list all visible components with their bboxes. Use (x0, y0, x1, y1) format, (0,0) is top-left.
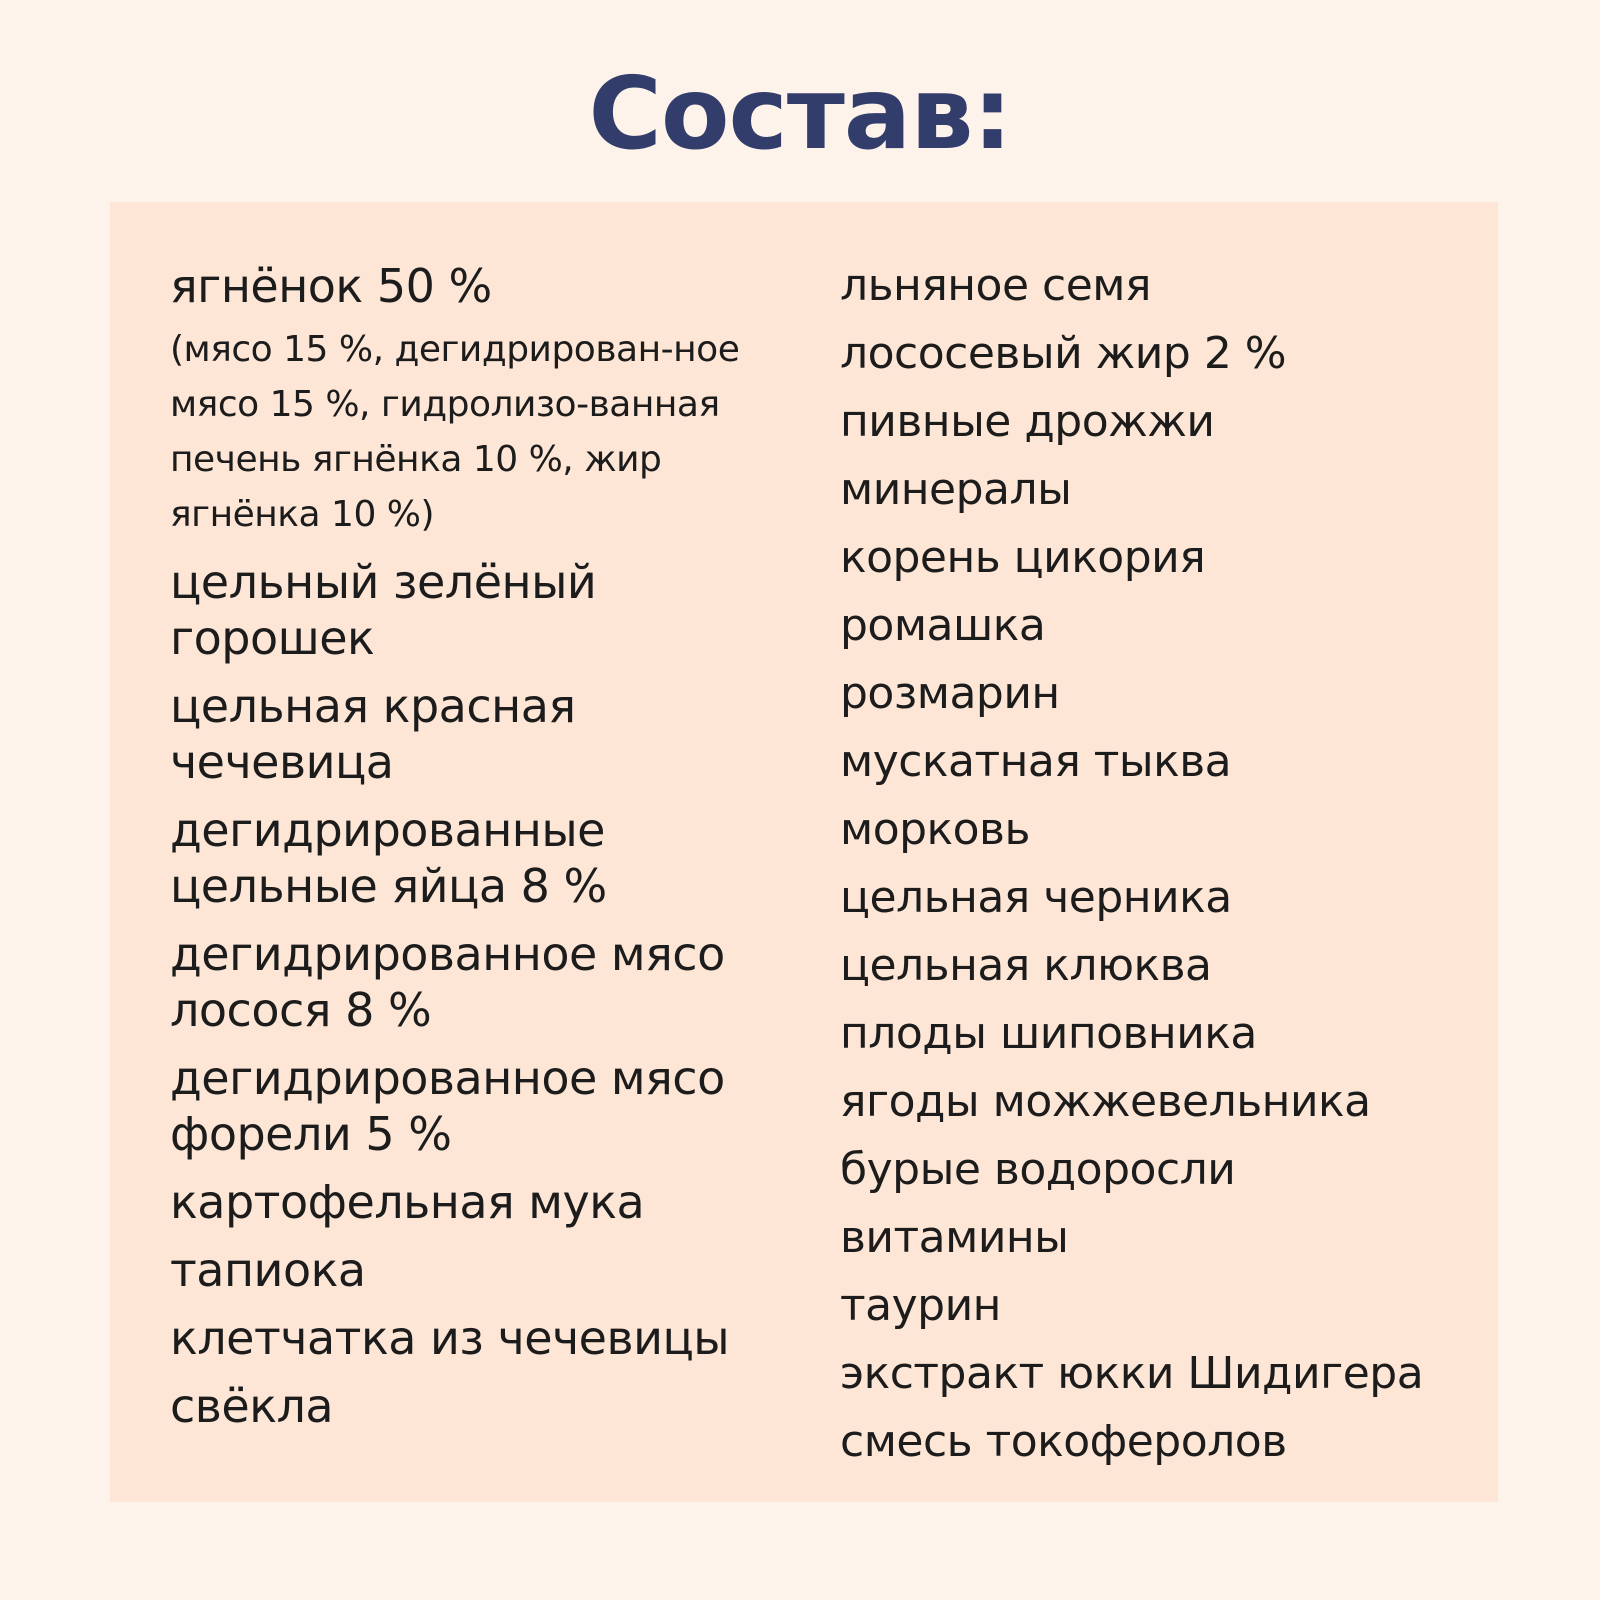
ingredient-item: дегидрированное мясо лосося 8 % (170, 927, 725, 1037)
ingredient-item: дегидрированные цельные яйца 8 % (170, 803, 607, 913)
ingredient-item: льняное семя (840, 260, 1151, 311)
ingredients-panel (110, 202, 1498, 1502)
ingredient-item: ягоды можжевельника (840, 1076, 1371, 1127)
ingredient-item: картофельная мука (170, 1175, 645, 1229)
ingredient-item: экстракт юкки Шидигера (840, 1348, 1424, 1399)
ingredient-item: минералы (840, 464, 1072, 515)
ingredient-item: плоды шиповника (840, 1008, 1257, 1059)
ingredient-item: цельная красная чечевица (170, 679, 576, 789)
ingredients-left-column (170, 258, 770, 1446)
ingredient-item: корень цикория (840, 532, 1206, 583)
ingredient-note: (мясо 15 %, дегидрирован-ное мясо 15 %, гидролизо-ванная печень ягнёнка 10 %, жир ягнёнка 10 %) (170, 329, 740, 535)
ingredient-item: таурин (840, 1280, 1001, 1331)
page-title: Состав: (588, 55, 1012, 172)
ingredient-item: клетчатка из чечевицы (170, 1311, 730, 1365)
ingredient-item: дегидрированное мясо форели 5 % (170, 1051, 725, 1161)
ingredient-item: пивные дрожжи (840, 396, 1215, 447)
ingredient-item: свёкла (170, 1379, 334, 1433)
ingredient-item: смесь токоферолов (840, 1416, 1287, 1467)
ingredient-item: ромашка (840, 600, 1046, 651)
ingredient-item: бурые водоросли (840, 1144, 1236, 1195)
ingredient-item: цельная клюква (840, 940, 1212, 991)
ingredient-item: мускатная тыква (840, 736, 1232, 787)
ingredient-item: тапиока (170, 1243, 366, 1297)
ingredient-item: цельная черника (840, 872, 1232, 923)
ingredient-item: морковь (840, 804, 1030, 855)
ingredient-item: цельный зелёный горошек (170, 555, 597, 665)
ingredients-right-column (840, 258, 1480, 1482)
ingredient-item: ягнёнок 50 % (170, 259, 492, 313)
ingredient-item: витамины (840, 1212, 1069, 1263)
ingredient-item: розмарин (840, 668, 1060, 719)
ingredient-item: лососевый жир 2 % (840, 328, 1287, 379)
